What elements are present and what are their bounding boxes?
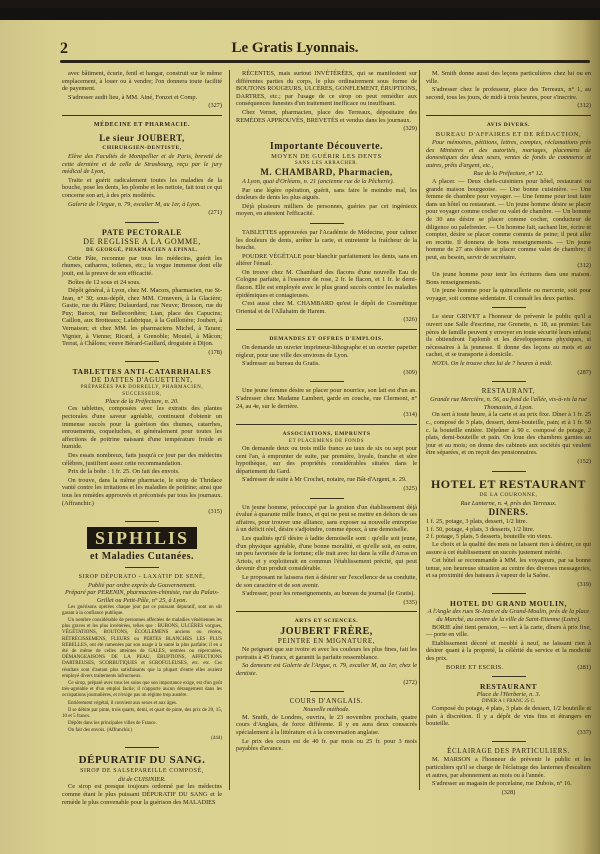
divider [236, 329, 417, 330]
ad-title: RESTAURANT [479, 682, 538, 692]
ad-title: M. CHAMBARD, Pharmacien, [260, 166, 393, 177]
ad-title: Le sieur JOUBERT, [99, 132, 185, 143]
ad-address: Rue Lanterne, n. 4, près des Terreaux. [460, 499, 557, 507]
ad-subtitle: CHIRURGIEN-DENTISTE, [102, 144, 182, 151]
ad-text: On sert à toute heure, à la carte et au prix fixe. Dîner à 1 fr. 25 c., composé de 3 plats, dessert, demi-bouteille, pain; et à 1 fr. 50 c. la bouteille entière. Déjeûner à 90 c. composé de potage, 2 plats, demi-bouteille et pain. On loue des chambres garnies au jour et au mois; on donne des cabinets aux sociétés qui veulent être séparées, et on reçoit des pensionnaires. [426, 411, 591, 457]
divider [492, 307, 526, 308]
ad-text: On demande un ouvrier imprimeur-lithographe et un ouvrier papetier régleur, pour une ville des environs de Lyon. [236, 344, 417, 359]
divider [492, 471, 526, 472]
ad-top-continued [236, 70, 417, 133]
ad-address: A l'Angle des rues St-Jean et du Grand-Moulin, près de la place du Marché, au centre de la ville de Saint-Etienne (Loire). [427, 608, 590, 624]
ad-title: RESTAURANT, [481, 387, 536, 396]
ad-text: On trouve chez M. Chambard des flacons d'une nouvelle Eau de Cologne parfaite, à l'essence de rose, 2 fr. le flacon, et 1 fr. le demi-flacon. Elle est employée avec le plus grand succès contre les maladies épidémiques et contagieuses. [236, 268, 417, 299]
ad-text: Ne peignant que sur ivoire et avec les couleurs les plus fines, fait les portraits à 45 francs, et garantit la parfaite ressemblance. [236, 646, 417, 661]
divider [236, 424, 417, 425]
ad-text: BORIE aîné tient pension, — sert à la carte, dîners à prix fixe, — porte en ville. [426, 623, 591, 639]
divider [492, 593, 526, 594]
header-rule [60, 60, 590, 63]
ad-address: Place de la Préfecture, n. 20. [105, 397, 179, 405]
ad-text: Le choix et la qualité des mets ne laissent rien à désirer, ce qui assure à cet établissement un succès justement mérité. [426, 540, 591, 556]
ad-subtitle: PEINTRE EN MIGNATURE, [277, 637, 376, 646]
ad-subtitle: MOYEN DE GUÉRIR LES DENTS [271, 152, 382, 160]
divider [125, 222, 159, 223]
ad-text: TABLETTES approuvées par l'Académie de Médecine, pour calmer les douleurs de dents, arrêter la carie, et entretenir la fraîcheur de la bouche. [236, 228, 417, 252]
ad-text: C'est aussi chez M. CHAMBARD qu'est le dépôt de Cosmétique Oriental et de l'Allahaim de Harem. [236, 300, 417, 315]
page-header [60, 40, 600, 60]
ad-subtitle: DINERS. [488, 507, 529, 518]
ad-text: Un jeune homme, préoccupé par la gestion d'un établissement déjà évalué à quarante mille francs, et qui ne peut se mettre en dehors de ses affaires, pour trouver une alliance, sans exposer sa nouvelle entreprise à un déficit réel, désire s'adjoindre, comme époux, à une demoiselle. [236, 503, 417, 534]
ad-ref: (319) [577, 580, 591, 588]
section-heading: DEMANDES ET OFFRES D'EMPLOIS. [269, 336, 384, 343]
ad-text: Le prix des cours est de 40 fr. par mois ou 25 fr. pour 3 mois payables d'avance. [236, 737, 417, 753]
divider [492, 676, 526, 677]
ad-text: S'adresser chez le professeur, place des Terreaux, n° 1, au second, tous les jours, de midi à trois heures, pour s'inscrire. [426, 86, 591, 101]
ad-ref: (272) [403, 678, 417, 686]
ad-text: Dépôts dans les principales villes de France. [68, 721, 157, 727]
ad-contact: S'adresser audit lieu, à MM. Ainé, Fonzet et Comp. [68, 93, 198, 101]
ad-text: NOTA. On le trouve chez lui de 7 heures à midi. [432, 360, 553, 367]
column-3 [419, 70, 591, 796]
ad-text: S'adresser au bureau du Gratis. [242, 360, 320, 368]
ad-ref: (329) [403, 125, 417, 133]
ad-text: Ces tablettes, composées avec les extraits des plantes pectorales d'une saveur agréable, continuent d'obtenir un immense succès pour la guérison des rhumes, catarrhes, enrouements, coqueluches, et généralement pour toutes les affections de poitrine naissant d'une température froide et humide. [62, 405, 222, 451]
ad-title: PATE PECTORALE [101, 227, 183, 237]
ad-restaurant-herberie [426, 682, 591, 736]
divider [310, 498, 344, 499]
scan-edge [0, 8, 600, 20]
divider [125, 521, 159, 522]
ad-text: Cet hôtel se recommande à MM. les voyageurs, par sa bonne tenue, son heureuse situation au centre des diverses messageries, et sa proximité des bateaux à vapeur de la Saône. [426, 557, 591, 580]
menu-line: 1 f. 25, potage, 3 plats, dessert, 1/2 litre. [426, 518, 528, 526]
ad-text: S'adresser au magasin de porcelaine, rue Dubois, n° 16. [432, 780, 572, 788]
ad-text: Les guérisons opérées chaque jour par ce puissant dépuratif, sont un sûr garant à la confiance publique. [62, 604, 222, 616]
ad-text: Une jeune femme désire se placer pour nourrice, son lait est d'un an. S'adresser chez Madame Lambert, garde en couche, rue Clermont, n° 24, au 4e, sur le derrière. [236, 387, 417, 410]
ad-tablettes [62, 367, 222, 515]
divider [492, 741, 526, 742]
ad-address: Rue de la Préfecture, n° 12. [473, 170, 544, 178]
ad-address: Grande rue Mercière, n. 56, au fond de l'allée, vis-à-vis la rue Thomassin, à Lyon. [430, 396, 587, 411]
ad-text: Entièrement végétal, il convient aux sexes et aux âges. [68, 700, 178, 706]
column-1 [62, 70, 223, 806]
ad-joubert [62, 133, 222, 217]
section-arts [236, 617, 417, 686]
ad-text: On demande deux ou trois mille francs au taux de six ou sept pour cent l'an, à emprunter de suite, par première, loyale, franche et sûre hypothèque, sur des propriétés considérables situées dans le département du Gard. [236, 445, 417, 475]
ad-text: Boîtes de 12 sous et 24 sous. [68, 278, 141, 286]
ad-text: Ce sirop est presque toujours ordonné par les médecins comme étant le plus puissant DÉPURATIF DU SANG et le remède le plus convenable pour la guérison des MALADIES [62, 783, 222, 806]
ad-text: Par une légère opération, guérit, sans faire le moindre mal, les douleurs de dents les plus aiguës. [236, 186, 417, 202]
ad-text: RÉCENTES, mais surtout INVÉTÉRÉES, qui se manifestent sur différentes parties du corps, le plus ordinairement sous forme de BOUTONS ROUGEURS, ULCÈRES, GONFLEMENT, ÉRUPTIONS, DARTRES, etc.; par l'usage de ce sirop on peut remédier aux conséquences funestes d'un traitement inefficace ou insuffisant. [236, 70, 417, 108]
ad-title: JOUBERT FRÈRE, [280, 626, 373, 638]
section-avis-divers [426, 121, 591, 302]
ad-text: M. Smith donne aussi des leçons particulières chez lui ou en ville. [426, 70, 591, 85]
ad-text: Préparé par PERENIN, pharmacien-chimiste, rue du Palais-Grillet ou Petit-Pâle, n° 25, à Lyon. [65, 589, 219, 604]
ad-top-continued [62, 70, 222, 110]
ad-text: Le sieur GRIVET a l'honneur de prévenir le public qu'il a ouvert une Salle d'escrime, rue Grenette, n. 18, au premier. Les pères de famille peuvent y envoyer en toute sécurité leurs enfans; ils obtiendront l'aplomb et les développemens physiques, si nécessaires à la jeunesse. Il donne des leçons au mois et au cachet, et se transporte à domicile. [426, 313, 591, 359]
ad-text: POUDRE VÉGÉTALE pour blanchir parfaitement les dents, sans en altérer l'émail. [236, 252, 417, 268]
divider [125, 361, 159, 362]
divider [236, 611, 417, 612]
section-heading: MÉDECINE ET PHARMACIE. [93, 121, 191, 128]
ad-grivet [426, 313, 591, 376]
ad-title: HOTEL DU GRAND MOULIN, [450, 599, 567, 609]
divider [310, 381, 344, 382]
ad-subtitle: SIROP DÉPURATO - LAXATIF DE SENÉ, [78, 573, 206, 580]
ad-ref: (271) [208, 209, 222, 217]
ad-ref: (178) [208, 348, 222, 356]
ad-ref: (325) [403, 484, 417, 492]
ad-text: Chez Vernet, pharmacien, place des Terreaux, dépositaire des REMÈDES APPROUVÉS, BREVETÉS et vendus dans les journaux. [236, 108, 417, 124]
ad-ref: (328) [501, 788, 516, 796]
divider [492, 381, 526, 382]
ad-text: Elève des Facultés de Montpellier et de Paris, breveté de cette dernière et de celle de Strasbourg, reçu par le jury médical de Lyon, [62, 152, 222, 176]
ad-text: Publié par ordre exprès du Gouvernement. [88, 581, 196, 589]
ad-ref: (312) [577, 102, 591, 110]
ad-text: S'adresser, pour les renseignements, au bureau du journal (le Gratis). [242, 590, 415, 598]
ad-title: BUREAU D'AFFAIRES ET DE RÉDACTION, [435, 130, 582, 138]
ad-hotel-grand-moulin [426, 599, 591, 671]
ad-ref: (287) [577, 368, 591, 376]
ad-text: Les qualités qu'il désire à ladite demoiselle sont : qu'elle soit jeune, d'un physique agréable, d'une bonne moralité, et qu'elle soit, en outre, un peu favorisée de la fortune; elle irait avec lui dans la ville d'Arras en Artois, et y exploiterait en commun l'établissement précité, qui peut devenir d'un produit considérable. [236, 534, 417, 573]
ad-title: ÉCLAIRAGE DES PARTICULIERS. [447, 747, 570, 756]
divider [125, 567, 159, 568]
column-2 [229, 70, 417, 790]
ad-text: Pour mémoires, pétitions, lettres, comptes, réclamations près des Ministres et des autorités, mariages, placemens de domestiques des deux sexes, ventes de fonds de commerce et autres, prêts d'argent, etc., [426, 138, 591, 169]
ad-text: dit de CUISINIER. [118, 775, 166, 783]
page-number: 2 [60, 40, 68, 57]
ad-text: Etablissement décoré et meublé à neuf, ne laissant rien à désirer quant à la propreté, la célérité du service et la modicité des prix. [426, 639, 591, 663]
section-associations [236, 430, 417, 606]
ad-title: DÉPURATIF DU SANG. [78, 753, 206, 766]
ad-subtitle: DE GEORGÉ, PHARMACIEN A EPINAL. [86, 247, 198, 253]
ad-text: Il se débite par pinte, trois quarts, demi, et quart de pinte, des prix de 20, 15, 10 et 5 francs. [62, 707, 222, 719]
ad-ref: (309) [403, 368, 417, 376]
ad-ref: (314) [403, 411, 417, 419]
ad-text: Ce sirop, préparé avec tous les soins que son importance exige, est d'un goût très-agréable et d'un emploi facile; il n'apporte aucun dérangement dans les occupations journalières, et n'exige pas un régime trop austère. [62, 680, 222, 699]
ad-text: Composé du potage, 4 plats, 3 plats de dessert, 1/2 bouteille et pain à discrétion. Il y a dépôt de vins fins et étrangers en bouteille. [426, 705, 591, 728]
ad-text: Dépôt général, à Lyon, chez M. Macors, pharmacien, rue St-Jean, n° 30; sous-dépôt, chez MM. Crmevers, à la Glacière; Gastie, rue du Plâtre; Dulaurdard, rue Neuve; Brosson, rue du Puy; Barcot, rue Bellecordière; Lian, place des Capucins; Caillon, aux Brotteaux; Lafabrique, à la Guillotière; Joubert, à Vernaison; et chez MM. les pharmaciens Michel, à Tarare; Vignier, à Vienne; Ricard, à Grenoble; Mouiel, à Mâcon; Terrat, à Châlons; veuve Bérard-Gaillard, droguiste à Dijon. [62, 287, 222, 348]
ad-text: On trouve, dans la même pharmacie, le sirop de Thridace vanté contre les irritations et les maladies de poitrine; ainsi que tous les remèdes approuvés et préconisés par tous les journaux. (Affranchir.) [62, 476, 222, 507]
ad-pate-pectorale [62, 228, 222, 357]
ad-text: On fait des envois. (Affranchir.) [68, 728, 133, 734]
ad-price: DINER A 1 FRANC 25 C. [481, 698, 536, 704]
ad-title: et Maladies Cutanées. [89, 550, 195, 562]
ad-text: Un nombre considérable de personnes affectées de maladies vénériennes les plus graves et les plus invétérées, telles que : BUBONS, ULCÈRES vorgues, VÉGÉTATIONS, BOUTONS, ÉCOULEMENS anciens ou récens, RÉTRÉCISSEMENS, FLEURS ou PERTES BLANCHES LES PLUS REBELLES, ont été ramenées par son usage à la santé la plus parfaite; il en a été de même de celles atteintes de GALES, rentrées ou répercutées, DÉMANGEAISONS DE LA PEAU, ÉRUPTIONS, AFFECTIONS DARTREUSES, SCORBUTIQUES et SCROFULEUSES, etc. etc. Ces résultats sont d'autant plus satisfaisants que la plupart d'entre elles avaient employé divers traitements infructueux. [62, 617, 222, 679]
ad-title: Importante Découverte. [269, 140, 384, 152]
ad-text: Prix de la boîte : 1 fr. 25. On fait des envois. [68, 468, 180, 476]
ad-text: Déjà plusieurs milliers de personnes, guéries par cet ingénieux moyen, en attestent l'efficacité. [236, 202, 417, 218]
ad-address: Galerie de l'Argue, n. 79, escalier M, au 1er, à Lyon. [68, 200, 201, 208]
divider [125, 747, 159, 748]
ad-text: M. Smith, de Londres, ouvrira, le 23 novembre prochain, quatre cours d'Anglais, de force différente. Il y en aura deux consacrés spécialement à la littérature et à la conversation anglaise. [236, 713, 417, 737]
ad-text: Traite et guérit radicalement toutes les maladies de la bouche, pose les dents, les plombe et les nettoie, fait tout ce qui concerne son art, à des prix modérés. [62, 176, 223, 199]
ad-text: S'adresser de suite à Mr Crochet, notaire, rue Bât-d'Argent, n. 29. [242, 476, 407, 484]
menu-line: 1 f. 50, potage, 4 plats, 3 desserts, 1/2 litre. [426, 525, 535, 533]
ad-address: Place de l'Herberie, n. 3. [476, 691, 541, 699]
ad-ref: (444) [211, 735, 222, 741]
ad-ref: (281) [577, 663, 591, 671]
ad-title: TABLETTES ANTI-CATARRHALES [72, 367, 212, 377]
section-heading: AVIS DIVERS. [486, 121, 531, 128]
ad-text: avec bâtiment, écurie, fenil et hangar, construit sur le même emplacement, à louer ou à vendre; l'on donnera toute facilité de payement. [62, 70, 222, 93]
ad-subtitle: SIROP DE SALSEPAREILLE COMPOSÉ, [80, 767, 204, 774]
ad-hotel-couronne [426, 477, 591, 589]
ad-subtitle: Nouvelle méthode. [303, 706, 350, 714]
divider [426, 115, 591, 116]
ad-subtitle: DE LA COURONNE, [479, 491, 538, 498]
ad-title: COURS D'ANGLAIS. [289, 697, 364, 706]
section-heading: ASSOCIATIONS, EMPRUNTS [282, 430, 371, 437]
ad-text: Un jeune homme pour la quincaillerie ou mercerie, soit pour voyager, soit comme sédentaire. Il connaît les deux parties. [426, 287, 591, 302]
ad-chambard [236, 141, 417, 324]
divider [310, 223, 344, 224]
ad-text: A placer. — Deux chefs-cuisiniers pour hôtel, restaurant ou grande maison bourgeoise. — Une bonne cuisinière. — Une femme de chambre pour voyager. — Une femme pour tout faire dans un hôtel ou restaurant. — Un jeune homme désire se placer pour voyager comme cocher ou valet de chambre. — Un homme de 30 ans désire se placer comme cocher, conducteur de diligence ou palefrenier. — Un homme fait, sachant lire, écrire et compter, désire se placer comme commis de peine; il peut aller en recette. Il donnera de bons renseignements. — Un jeune homme de 27 ans désire se placer comme valet de chambre; il peut, au besoin, servir de secrétaire. [426, 177, 591, 261]
ad-title: DE DATTES D'AGUETTENT, [91, 376, 193, 385]
ad-title: HOTEL ET RESTAURANT [430, 476, 587, 491]
ad-text: Des essais nombreux, faits jusqu'à ce jour par des médecins célèbres, justifient assez cette recommandation. [62, 452, 222, 467]
ad-eclairage [426, 747, 591, 796]
section-heading: ARTS ET SCIENCES. [294, 618, 359, 625]
ad-ref: (327) [208, 102, 222, 110]
section-emplois [236, 335, 417, 419]
ad-ref: (326) [403, 316, 417, 324]
ad-top-continued [426, 70, 591, 110]
ad-address: Sa demeure est Galerie de l'Argue, n. 79, escalier M, au 1er, chez le dentiste. [236, 662, 417, 678]
ad-text: Cette Pâte, reconnue par tous les médecins, guérit les rhumes, catharres, toilenes, etc.; la vogue immense dont elle jouit, est la preuve de son efficacité. [62, 254, 222, 277]
ad-siphilis [62, 527, 222, 742]
ad-ref: (335) [403, 598, 417, 606]
ad-cours-anglais [236, 697, 417, 753]
ad-title: DE REGLISSE A LA GOMME, [83, 236, 201, 246]
ad-restaurant-merciere [426, 387, 591, 465]
ad-depuratif [62, 753, 222, 806]
ad-signature: BORIE ET ESCRIS. [446, 663, 504, 671]
ad-ref: (312) [577, 262, 591, 270]
newspaper-page [0, 8, 600, 854]
section-heading: ET PLACEMENS DE FONDS [288, 438, 365, 444]
ad-title-banner: SIPHILIS [87, 527, 197, 549]
divider [310, 691, 344, 692]
ad-ref: (337) [577, 728, 591, 736]
ad-text: M. MARSON a l'honneur de prévenir le public et les particuliers qu'il se charge de l'éclairage des lanternes d'escaliers et autres, par abonnement au mois ou à l'année. [426, 756, 591, 779]
ad-address: A Lyon, quai d'Orléans, n. 21 (ancienne rue de la Pêcherie). [242, 177, 395, 185]
ad-subtitle: PRÉPARÉES PAR DORRELLY, PHARMACIEN, SUCCESSEUR, [80, 385, 204, 397]
divider [62, 115, 222, 116]
newspaper-title: Le Gratis Lyonnais. [231, 40, 359, 56]
ad-ref: (315) [208, 508, 222, 516]
ad-subtitle: SANS LES ARRACHER. [294, 160, 359, 166]
ad-text: Un jeune homme pour tenir les écritures dans une maison. Bons renseignements. [426, 271, 591, 286]
ad-text: Le proposant ne laissera rien à désirer sur l'excellence de sa conduite, de son caractère et de son avenir. [236, 573, 417, 589]
menu-line: 2 f. potage, 5 plats, 5 desserts, bouteille vin vieux. [426, 533, 553, 541]
ad-ref: (152) [577, 457, 591, 465]
